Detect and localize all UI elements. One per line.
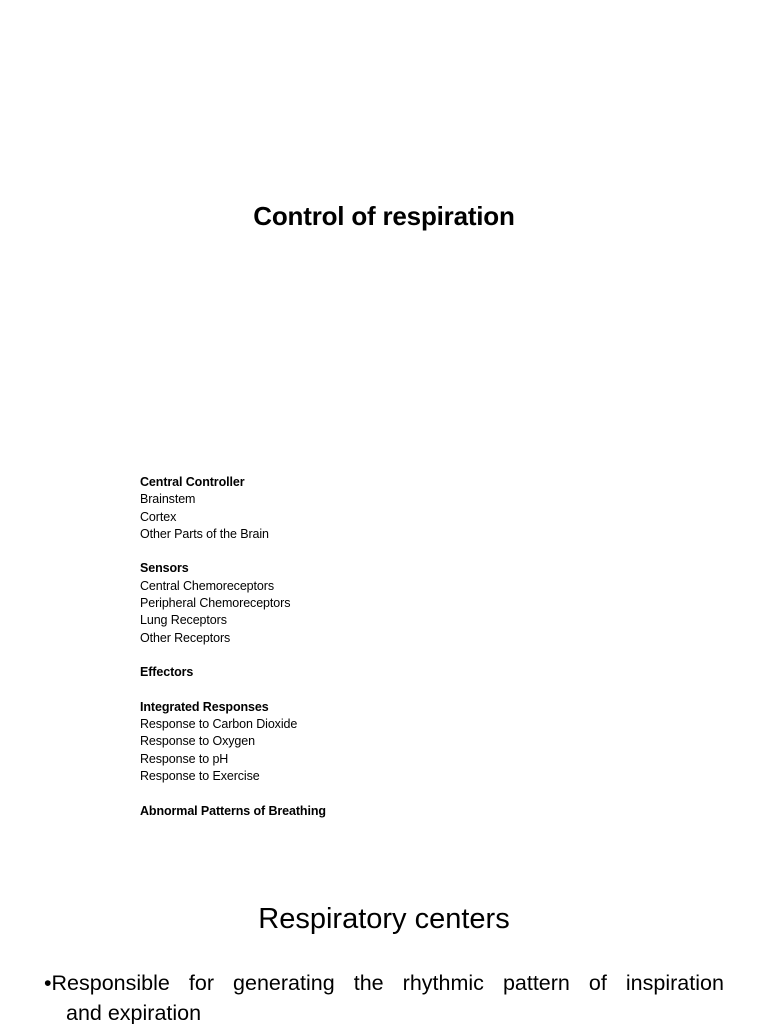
bullet-word: inspiration: [625, 971, 724, 995]
bullet-word: of: [588, 971, 607, 995]
outline-item: Cortex: [140, 509, 177, 524]
outline-item: Other Receptors: [140, 630, 231, 645]
bullet-word: rhythmic: [402, 971, 484, 995]
outline-item: Other Parts of the Brain: [140, 526, 269, 541]
bullet-text-line: [44, 968, 724, 998]
outline-section-sensors: [140, 560, 540, 646]
outline-item: Response to Exercise: [140, 769, 260, 784]
outline-item: Response to Carbon Dioxide: [140, 717, 298, 732]
outline-item: Central Chemoreceptors: [140, 578, 274, 593]
outline-item: Response to pH: [140, 751, 229, 766]
bullet-word: the: [353, 971, 384, 995]
outline-item: Brainstem: [140, 492, 196, 507]
outline-heading: Sensors: [140, 561, 189, 576]
slide-title-control-of-respiration: Control of respiration: [253, 201, 515, 231]
outline-heading: Central Controller: [140, 475, 245, 489]
outline-item: Response to Oxygen: [140, 734, 255, 749]
outline-section-effectors: [140, 664, 540, 681]
outline-section-abnormal-patterns: [140, 803, 540, 820]
outline-section-integrated-responses: [140, 699, 540, 785]
bullet-word: •Responsible: [44, 971, 170, 995]
outline-item: Peripheral Chemoreceptors: [140, 596, 291, 611]
bullet-word: generating: [233, 971, 335, 995]
bullet-point: [44, 968, 724, 1024]
slide-title-respiratory-centers: Respiratory centers: [258, 903, 510, 935]
outline-heading: Effectors: [140, 665, 194, 680]
bullet-word: pattern: [502, 971, 570, 995]
outline-heading: Integrated Responses: [140, 699, 269, 714]
outline-item: Lung Receptors: [140, 613, 227, 628]
topic-outline: [140, 474, 540, 820]
bullet-text-line: and expiration: [66, 1001, 202, 1024]
bullet-word: for: [188, 971, 214, 995]
outline-heading: Abnormal Patterns of Breathing: [140, 803, 326, 818]
outline-section-central-controller: [140, 474, 540, 543]
